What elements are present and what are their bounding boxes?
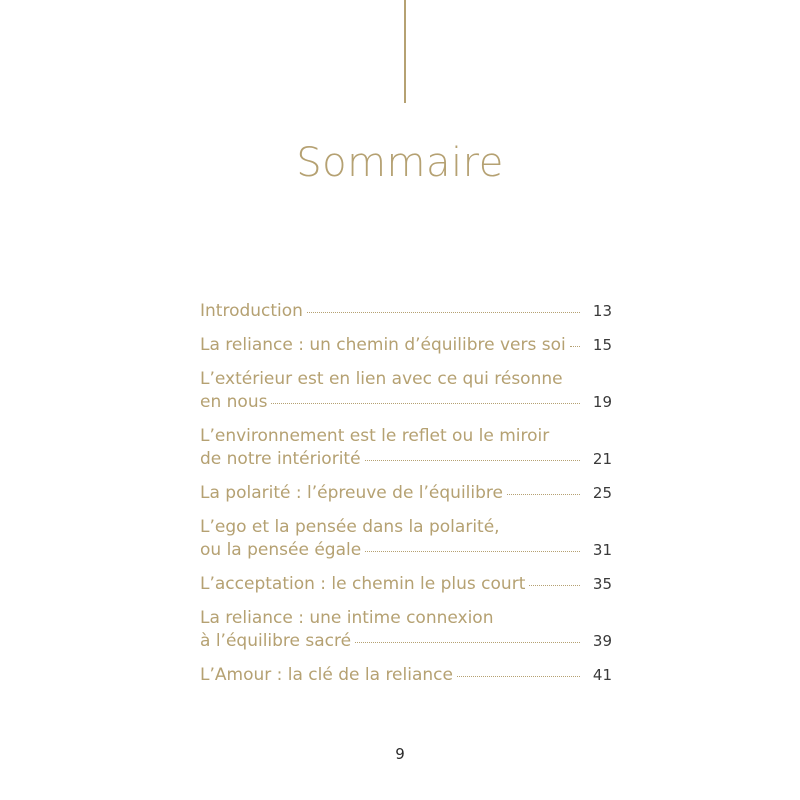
toc-entry-label: L’environnement est le reflet ou le miroir bbox=[200, 426, 550, 446]
toc-entry-page: 39 bbox=[592, 632, 612, 650]
dot-leader bbox=[365, 460, 580, 461]
dot-leader bbox=[507, 494, 580, 495]
toc-entry[interactable] bbox=[200, 573, 612, 596]
page-title: Sommaire bbox=[296, 140, 504, 186]
toc-entry-label-continued: à l’équilibre sacré bbox=[200, 631, 352, 651]
top-vertical-rule bbox=[404, 0, 406, 103]
dot-leader bbox=[307, 312, 580, 313]
toc-entry-page: 41 bbox=[592, 666, 612, 684]
toc-entry-page: 35 bbox=[592, 575, 612, 593]
toc-entry-page: 13 bbox=[592, 302, 612, 320]
toc-entry-label: L’extérieur est en lien avec ce qui résonne bbox=[200, 369, 563, 389]
toc-entry-label: La polarité : l’épreuve de l’équilibre bbox=[200, 483, 503, 503]
toc-entry-label: L’ego et la pensée dans la polarité, bbox=[200, 517, 500, 537]
toc-entry[interactable] bbox=[200, 334, 612, 357]
page-folio: 9 bbox=[395, 745, 405, 763]
toc-entry[interactable] bbox=[200, 368, 612, 414]
toc-entry-label: La reliance : un chemin d’équilibre vers soi bbox=[200, 335, 566, 355]
toc-entry[interactable] bbox=[200, 516, 612, 562]
table-of-contents bbox=[200, 300, 612, 687]
toc-entry-label-continued: ou la pensée égale bbox=[200, 540, 362, 560]
toc-entry[interactable] bbox=[200, 300, 612, 323]
toc-entry[interactable] bbox=[200, 664, 612, 687]
dot-leader bbox=[365, 551, 580, 552]
dot-leader bbox=[457, 676, 580, 677]
toc-entry[interactable] bbox=[200, 607, 612, 653]
toc-entry-label: Introduction bbox=[200, 301, 303, 321]
toc-entry-label: La reliance : une intime connexion bbox=[200, 608, 494, 628]
toc-entry[interactable] bbox=[200, 482, 612, 505]
toc-entry-label: L’acceptation : le chemin le plus court bbox=[200, 574, 526, 594]
dot-leader bbox=[355, 642, 580, 643]
toc-entry-page: 19 bbox=[592, 393, 612, 411]
toc-entry-page: 25 bbox=[592, 484, 612, 502]
toc-entry-page: 15 bbox=[592, 336, 612, 354]
toc-entry-page: 21 bbox=[592, 450, 612, 468]
toc-entry-label: L’Amour : la clé de la reliance bbox=[200, 665, 453, 685]
toc-entry[interactable] bbox=[200, 425, 612, 471]
toc-entry-page: 31 bbox=[592, 541, 612, 559]
toc-entry-label-continued: de notre intériorité bbox=[200, 449, 361, 469]
dot-leader bbox=[529, 585, 580, 586]
dot-leader bbox=[271, 403, 580, 404]
toc-entry-label-continued: en nous bbox=[200, 392, 268, 412]
dot-leader bbox=[570, 346, 580, 347]
